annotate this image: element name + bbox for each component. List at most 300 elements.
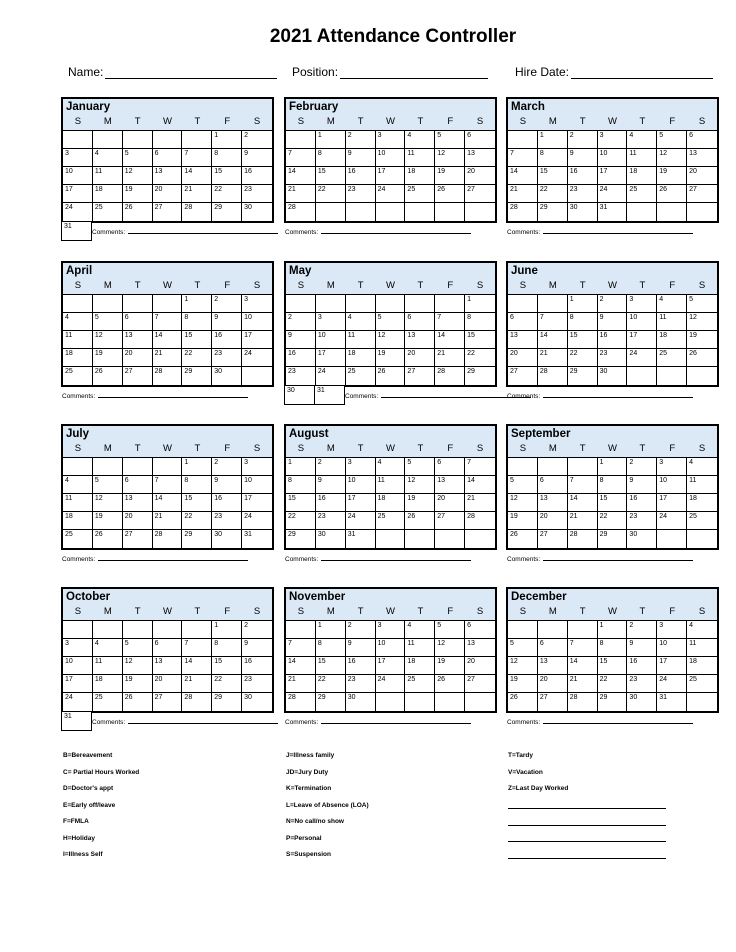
name-field[interactable] [68,65,277,79]
day-cell[interactable]: 15 [568,331,598,349]
day-cell[interactable]: 21 [286,675,316,693]
day-cell[interactable]: 8 [212,149,242,167]
day-cell[interactable]: 14 [182,657,212,675]
day-cell[interactable]: 24 [627,349,657,367]
day-cell[interactable]: 21 [465,494,495,512]
day-cell[interactable]: 7 [538,313,568,331]
day-cell[interactable]: 21 [568,512,598,530]
day-cell[interactable]: 30 [244,694,252,701]
day-cell[interactable] [627,203,657,221]
day-cell[interactable]: 6 [465,131,495,149]
day-cell[interactable]: 8 [316,639,346,657]
day-cell[interactable]: 15 [286,494,316,512]
day-cell[interactable]: 11 [687,476,717,494]
day-cell[interactable]: 4 [405,131,435,149]
day-cell[interactable] [508,458,538,476]
day-cell[interactable] [435,530,465,548]
day-cell[interactable]: 10 [376,639,406,657]
day-cell[interactable]: 17 [242,331,272,349]
day-cell[interactable]: 7 [465,458,495,476]
day-cell[interactable]: 10 [657,476,687,494]
day-cell[interactable]: 27 [465,185,495,203]
day-cell[interactable] [286,295,316,313]
day-cell[interactable]: 2 [627,458,657,476]
day-cell[interactable]: 9 [242,149,272,167]
day-cell[interactable]: 5 [93,476,123,494]
day-cell[interactable]: 5 [687,295,717,313]
day-cell[interactable]: 3 [376,131,406,149]
day-cell[interactable]: 16 [212,331,242,349]
comments-field[interactable] [92,717,278,726]
day-cell[interactable] [508,295,538,313]
day-cell[interactable] [182,621,212,639]
day-cell[interactable]: 26 [435,675,465,693]
overflow-day-cell[interactable]: 31 [314,386,345,405]
day-cell[interactable]: 22 [598,512,628,530]
hire-date-field[interactable] [515,65,713,79]
day-cell[interactable]: 22 [538,185,568,203]
day-cell[interactable]: 3 [242,295,272,313]
day-cell[interactable]: 24 [598,185,628,203]
day-cell[interactable]: 10 [598,149,628,167]
day-cell[interactable]: 1 [286,458,316,476]
day-cell[interactable]: 9 [316,476,346,494]
day-cell[interactable] [63,131,93,149]
day-cell[interactable] [376,203,406,221]
day-cell[interactable]: 30 [598,367,628,385]
day-cell[interactable] [538,295,568,313]
day-cell[interactable]: 3 [657,621,687,639]
day-cell[interactable]: 16 [627,494,657,512]
day-cell[interactable]: 5 [508,476,538,494]
day-cell[interactable]: 9 [346,149,376,167]
day-cell[interactable]: 23 [568,185,598,203]
day-cell[interactable]: 19 [435,657,465,675]
day-cell[interactable] [123,621,153,639]
day-cell[interactable]: 5 [376,313,406,331]
day-cell[interactable]: 11 [687,639,717,657]
position-line[interactable] [340,65,488,79]
day-cell[interactable]: 22 [182,512,212,530]
day-cell[interactable] [376,530,406,548]
day-cell[interactable]: 20 [538,675,568,693]
day-cell[interactable]: 16 [212,494,242,512]
day-cell[interactable]: 13 [123,331,153,349]
day-cell[interactable]: 10 [63,657,93,675]
day-cell[interactable]: 29 [286,530,316,548]
day-cell[interactable] [657,530,687,548]
day-cell[interactable]: 14 [182,167,212,185]
day-cell[interactable]: 17 [346,494,376,512]
day-cell[interactable]: 4 [376,458,406,476]
comments-line[interactable] [128,227,278,234]
day-cell[interactable]: 14 [508,167,538,185]
day-cell[interactable]: 25 [63,530,93,548]
day-cell[interactable]: 9 [627,639,657,657]
day-cell[interactable] [465,203,495,221]
day-cell[interactable]: 2 [316,458,346,476]
day-cell[interactable]: 19 [405,494,435,512]
day-cell[interactable]: 22 [316,185,346,203]
day-cell[interactable]: 21 [508,185,538,203]
day-cell[interactable]: 6 [687,131,717,149]
day-cell[interactable] [93,458,123,476]
day-cell[interactable]: 12 [123,657,153,675]
day-cell[interactable]: 19 [93,349,123,367]
day-cell[interactable]: 14 [465,476,495,494]
day-cell[interactable] [63,458,93,476]
day-cell[interactable]: 7 [508,149,538,167]
day-cell[interactable]: 15 [182,494,212,512]
comments-field[interactable] [507,554,693,563]
day-cell[interactable]: 13 [538,494,568,512]
day-cell[interactable]: 1 [598,458,628,476]
day-cell[interactable]: 14 [153,331,183,349]
comments-line[interactable] [128,717,278,724]
day-cell[interactable]: 19 [687,331,717,349]
day-cell[interactable]: 11 [346,331,376,349]
day-cell[interactable]: 10 [242,313,272,331]
day-cell[interactable]: 21 [153,349,183,367]
day-cell[interactable]: 26 [123,693,153,711]
day-cell[interactable]: 28 [182,203,212,221]
day-cell[interactable]: 18 [63,349,93,367]
day-cell[interactable]: 15 [182,331,212,349]
day-cell[interactable]: 12 [93,494,123,512]
day-cell[interactable]: 25 [405,185,435,203]
day-cell[interactable]: 20 [465,657,495,675]
day-cell[interactable] [508,621,538,639]
day-cell[interactable]: 11 [93,167,123,185]
comments-field[interactable] [507,227,693,236]
day-cell[interactable]: 12 [508,657,538,675]
day-cell[interactable]: 17 [316,349,346,367]
name-line[interactable] [105,65,277,79]
day-cell[interactable]: 6 [153,639,183,657]
day-cell[interactable]: 15 [598,494,628,512]
day-cell[interactable]: 31 [346,530,376,548]
day-cell[interactable]: 4 [63,476,93,494]
day-cell[interactable]: 18 [405,167,435,185]
day-cell[interactable]: 27 [123,530,153,548]
day-cell[interactable]: 16 [286,349,316,367]
day-cell[interactable] [316,203,346,221]
day-cell[interactable]: 21 [538,349,568,367]
day-cell[interactable]: 20 [123,512,153,530]
day-cell[interactable]: 10 [63,167,93,185]
day-cell[interactable]: 11 [93,657,123,675]
comments-line[interactable] [543,391,693,398]
day-cell[interactable]: 2 [346,131,376,149]
day-cell[interactable] [405,295,435,313]
day-cell[interactable] [153,621,183,639]
day-cell[interactable]: 16 [346,167,376,185]
day-cell[interactable]: 21 [435,349,465,367]
day-cell[interactable]: 27 [123,367,153,385]
day-cell[interactable] [376,693,406,711]
day-cell[interactable]: 16 [242,657,272,675]
day-cell[interactable] [123,131,153,149]
day-cell[interactable]: 6 [465,621,495,639]
day-cell[interactable]: 17 [242,494,272,512]
day-cell[interactable]: 6 [508,313,538,331]
day-cell[interactable]: 11 [63,494,93,512]
day-cell[interactable]: 4 [63,313,93,331]
day-cell[interactable]: 26 [687,349,717,367]
day-cell[interactable]: 1 [212,621,242,639]
day-cell[interactable] [63,621,93,639]
day-cell[interactable]: 6 [153,149,183,167]
day-cell[interactable]: 26 [508,693,538,711]
day-cell[interactable]: 15 [538,167,568,185]
overflow-day-cell[interactable]: 30 [284,386,315,405]
day-cell[interactable]: 30 [627,693,657,711]
day-cell[interactable]: 27 [405,367,435,385]
day-cell[interactable]: 19 [508,512,538,530]
day-cell[interactable]: 18 [376,494,406,512]
day-cell[interactable]: 20 [153,185,183,203]
day-cell[interactable]: 8 [538,149,568,167]
day-cell[interactable]: 7 [153,476,183,494]
comments-line[interactable] [543,227,693,234]
day-cell[interactable]: 3 [242,458,272,476]
day-cell[interactable]: 28 [182,693,212,711]
day-cell[interactable]: 15 [212,657,242,675]
day-cell[interactable]: 23 [598,349,628,367]
day-cell[interactable]: 16 [346,657,376,675]
day-cell[interactable]: 6 [123,313,153,331]
day-cell[interactable]: 7 [182,639,212,657]
day-cell[interactable]: 25 [405,675,435,693]
day-cell[interactable]: 26 [405,512,435,530]
day-cell[interactable]: 28 [508,203,538,221]
day-cell[interactable]: 4 [93,639,123,657]
day-cell[interactable]: 4 [93,149,123,167]
day-cell[interactable]: 22 [568,349,598,367]
day-cell[interactable]: 10 [376,149,406,167]
comments-line[interactable] [98,391,248,398]
day-cell[interactable]: 12 [508,494,538,512]
day-cell[interactable]: 17 [657,494,687,512]
day-cell[interactable]: 19 [376,349,406,367]
day-cell[interactable]: 25 [687,675,717,693]
day-cell[interactable] [153,458,183,476]
day-cell[interactable]: 18 [405,657,435,675]
day-cell[interactable] [657,367,687,385]
comments-field[interactable] [507,391,693,400]
day-cell[interactable] [242,367,272,385]
day-cell[interactable]: 7 [286,149,316,167]
day-cell[interactable]: 28 [286,693,316,711]
day-cell[interactable] [93,621,123,639]
day-cell[interactable]: 10 [242,476,272,494]
day-cell[interactable]: 16 [242,167,272,185]
day-cell[interactable]: 25 [657,349,687,367]
day-cell[interactable]: 6 [123,476,153,494]
day-cell[interactable]: 18 [627,167,657,185]
day-cell[interactable]: 28 [286,203,316,221]
day-cell[interactable]: 4 [687,621,717,639]
day-cell[interactable]: 25 [93,203,123,221]
day-cell[interactable]: 6 [435,458,465,476]
day-cell[interactable]: 17 [376,657,406,675]
day-cell[interactable]: 21 [182,185,212,203]
day-cell[interactable]: 8 [286,476,316,494]
day-cell[interactable]: 27 [687,185,717,203]
day-cell[interactable]: 26 [93,530,123,548]
day-cell[interactable]: 21 [153,512,183,530]
day-cell[interactable]: 8 [212,639,242,657]
day-cell[interactable] [538,621,568,639]
day-cell[interactable]: 20 [465,167,495,185]
day-cell[interactable]: 25 [376,512,406,530]
day-cell[interactable]: 18 [687,494,717,512]
day-cell[interactable]: 14 [286,657,316,675]
day-cell[interactable]: 1 [568,295,598,313]
day-cell[interactable]: 1 [316,131,346,149]
day-cell[interactable]: 24 [242,349,272,367]
day-cell[interactable]: 11 [405,149,435,167]
day-cell[interactable]: 23 [627,512,657,530]
day-cell[interactable]: 28 [153,530,183,548]
day-cell[interactable]: 9 [627,476,657,494]
day-cell[interactable]: 22 [465,349,495,367]
day-cell[interactable]: 11 [376,476,406,494]
day-cell[interactable]: 11 [405,639,435,657]
day-cell[interactable]: 29 [538,203,568,221]
day-cell[interactable]: 11 [657,313,687,331]
day-cell[interactable]: 13 [405,331,435,349]
day-cell[interactable]: 14 [538,331,568,349]
day-cell[interactable]: 31 [657,693,687,711]
day-cell[interactable]: 7 [286,639,316,657]
day-cell[interactable]: 1 [465,295,495,313]
day-cell[interactable] [346,295,376,313]
day-cell[interactable]: 18 [687,657,717,675]
day-cell[interactable]: 17 [63,675,93,693]
day-cell[interactable]: 31 [598,203,628,221]
comments-line[interactable] [321,227,471,234]
day-cell[interactable]: 27 [153,203,183,221]
day-cell[interactable]: 30 [244,204,252,211]
day-cell[interactable]: 8 [598,476,628,494]
day-cell[interactable]: 14 [568,494,598,512]
day-cell[interactable]: 2 [346,621,376,639]
comments-field[interactable] [507,717,693,726]
day-cell[interactable] [687,693,717,711]
day-cell[interactable] [286,621,316,639]
day-cell[interactable]: 20 [538,512,568,530]
day-cell[interactable]: 2 [598,295,628,313]
day-cell[interactable] [687,530,717,548]
day-cell[interactable] [316,295,346,313]
day-cell[interactable]: 29 [598,530,628,548]
day-cell[interactable] [435,203,465,221]
day-cell[interactable] [93,295,123,313]
day-cell[interactable]: 29 [212,203,242,221]
day-cell[interactable]: 28 [465,512,495,530]
day-cell[interactable]: 23 [346,185,376,203]
day-cell[interactable]: 8 [598,639,628,657]
day-cell[interactable]: 22 [182,349,212,367]
day-cell[interactable]: 29 [598,693,628,711]
day-cell[interactable]: 24 [657,512,687,530]
day-cell[interactable] [435,295,465,313]
day-cell[interactable]: 18 [346,349,376,367]
day-cell[interactable]: 25 [627,185,657,203]
comments-line[interactable] [321,554,471,561]
day-cell[interactable]: 7 [568,476,598,494]
day-cell[interactable] [465,693,495,711]
day-cell[interactable]: 25 [687,512,717,530]
day-cell[interactable]: 15 [316,657,346,675]
day-cell[interactable]: 9 [286,331,316,349]
day-cell[interactable]: 7 [435,313,465,331]
day-cell[interactable]: 19 [435,167,465,185]
day-cell[interactable]: 17 [63,185,93,203]
day-cell[interactable]: 3 [376,621,406,639]
day-cell[interactable]: 13 [465,639,495,657]
day-cell[interactable]: 19 [123,675,153,693]
day-cell[interactable]: 20 [508,349,538,367]
day-cell[interactable]: 10 [346,476,376,494]
day-cell[interactable]: 25 [63,367,93,385]
day-cell[interactable]: 25 [93,693,123,711]
day-cell[interactable]: 17 [657,657,687,675]
day-cell[interactable]: 9 [346,639,376,657]
day-cell[interactable] [568,621,598,639]
day-cell[interactable]: 22 [212,675,242,693]
day-cell[interactable] [153,131,183,149]
day-cell[interactable]: 8 [182,313,212,331]
position-field[interactable] [292,65,488,79]
day-cell[interactable]: 9 [598,313,628,331]
day-cell[interactable]: 29 [316,693,346,711]
day-cell[interactable]: 26 [508,530,538,548]
day-cell[interactable]: 16 [316,494,346,512]
day-cell[interactable]: 5 [508,639,538,657]
day-cell[interactable]: 9 [242,639,272,657]
day-cell[interactable]: 27 [465,675,495,693]
day-cell[interactable]: 30 [627,530,657,548]
day-cell[interactable]: 2 [286,313,316,331]
day-cell[interactable]: 14 [286,167,316,185]
day-cell[interactable]: 23 [286,367,316,385]
day-cell[interactable]: 26 [376,367,406,385]
day-cell[interactable]: 9 [568,149,598,167]
overflow-day-cell[interactable]: 31 [61,712,92,731]
hire-date-line[interactable] [571,65,713,79]
day-cell[interactable]: 24 [376,185,406,203]
day-cell[interactable]: 24 [63,693,93,711]
comments-line[interactable] [98,554,248,561]
day-cell[interactable]: 29 [568,367,598,385]
day-cell[interactable] [286,131,316,149]
day-cell[interactable]: 19 [508,675,538,693]
day-cell[interactable]: 19 [123,185,153,203]
day-cell[interactable]: 13 [153,657,183,675]
legend-blank-line[interactable] [508,825,666,826]
day-cell[interactable]: 3 [627,295,657,313]
day-cell[interactable]: 8 [182,476,212,494]
comments-field[interactable] [285,227,471,236]
day-cell[interactable]: 27 [508,367,538,385]
day-cell[interactable]: 20 [405,349,435,367]
day-cell[interactable] [123,295,153,313]
day-cell[interactable]: 1 [182,458,212,476]
day-cell[interactable]: 7 [153,313,183,331]
day-cell[interactable]: 6 [405,313,435,331]
